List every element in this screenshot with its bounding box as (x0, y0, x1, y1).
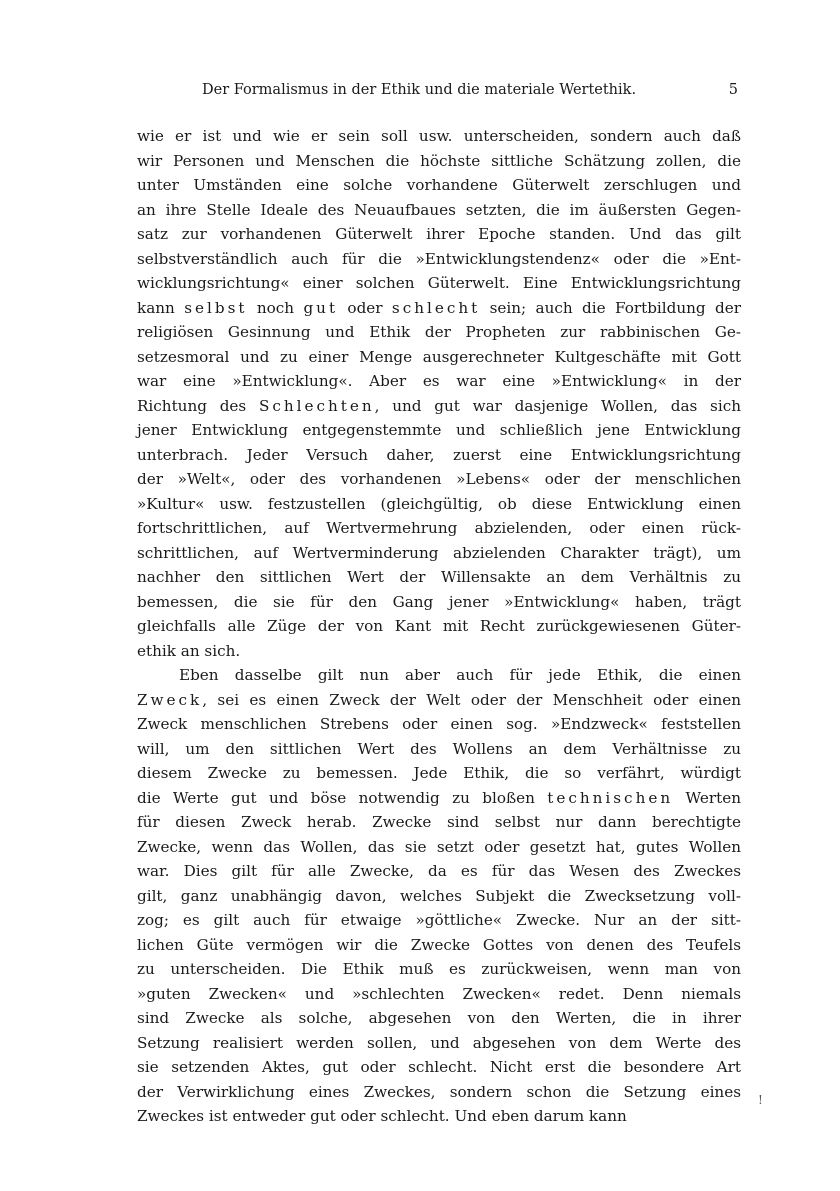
text-line: will, um den sittlichen Wert des Wollens an dem Verhältnisse zu (137, 739, 741, 758)
margin-mark: ! (758, 1093, 763, 1107)
text-line: sie setzenden Aktes, gut oder schlecht. Nicht erst die besondere Art (137, 1058, 741, 1076)
body-text (137, 124, 741, 1129)
emphasis: schlecht (391, 298, 481, 317)
text-line: religiösen Gesinnung und Ethik der Propheten zur rabbinischen Ge- (137, 323, 741, 341)
text-line: wicklungsrichtung« einer solchen Güterwelt. Eine Entwicklungsrichtung (137, 274, 741, 292)
text-line: Richtung des Schlechten, und gut war dasjenige Wollen, das sich (137, 396, 741, 415)
emphasis: selbst (184, 298, 248, 317)
text-line: für diesen Zweck herab. Zwecke sind selbst nur dann berechtigte (137, 813, 741, 831)
text-line: wie er ist und wie er sein soll usw. unterscheiden, sondern auch daß (137, 127, 741, 145)
text-line: wir Personen und Menschen die höchste sittliche Schätzung zollen, die (137, 151, 741, 170)
text-line: ethik an sich. (137, 641, 241, 660)
text-line: selbstverständlich auch für die »Entwicklungstendenz« oder die »Ent- (137, 249, 741, 268)
text-line: unter Umständen eine solche vorhandene Güterwelt zerschlugen und (137, 176, 741, 194)
text-line: jener Entwicklung entgegenstemmte und schließlich jene Entwicklung (137, 421, 741, 439)
text-line: »Kultur« usw. festzustellen (gleichgültig, ob diese Entwicklung einen (137, 494, 741, 513)
text-line: Eben dasselbe gilt nun aber auch für jede Ethik, die einen (179, 666, 741, 684)
text-line: war eine »Entwicklung«. Aber es war eine »Entwicklung« in der (137, 372, 741, 390)
text-line: der Verwirklichung eines Zweckes, sondern schon die Setzung eines (137, 1082, 741, 1101)
text-line: zog; es gilt auch für etwaige »göttliche« Zwecke. Nur an der sitt- (137, 911, 741, 929)
emphasis: technischen (547, 788, 674, 807)
text-line: diesem Zwecke zu bemessen. Jede Ethik, die so verfährt, würdigt (137, 764, 741, 782)
emphasis: gut (303, 298, 339, 317)
text-line: unterbrach. Jeder Versuch daher, zuerst eine Entwicklungsrichtung (137, 445, 741, 464)
text-line: Setzung realisiert werden sollen, und abgesehen von dem Werte des (137, 1033, 741, 1052)
text-line: bemessen, die sie für den Gang jener »Entwicklung« haben, trägt (137, 592, 741, 611)
text-line: der »Welt«, oder des vorhandenen »Lebens« oder der menschlichen (137, 470, 741, 488)
text-line: fortschrittlichen, auf Wertvermehrung abzielenden, oder einen rück- (137, 519, 741, 537)
text-line: satz zur vorhandenen Güterwelt ihrer Epoche standen. Und das gilt (137, 225, 741, 243)
paragraph (137, 663, 741, 1129)
text-line: setzesmoral und zu einer Menge ausgerechneter Kultgeschäfte mit Gott (137, 347, 741, 366)
running-head (140, 78, 742, 102)
running-title: Der Formalismus in der Ethik und die materiale Wertethik. (202, 82, 637, 98)
text-line: die Werte gut und böse notwendig zu bloßen technischen Werten (137, 788, 741, 807)
text-line: gilt, ganz unabhängig davon, welches Subjekt die Zwecksetzung voll- (137, 886, 741, 905)
text-line: an ihre Stelle Ideale des Neuaufbaues setzten, die im äußersten Gegen- (137, 200, 741, 219)
text-line: zu unterscheiden. Die Ethik muß es zurückweisen, wenn man von (137, 960, 741, 978)
text-line: kann selbst noch gut oder schlecht sein; auch die Fortbildung der (137, 298, 741, 317)
text-line: »guten Zwecken« und »schlechten Zwecken« redet. Denn niemals (137, 984, 741, 1003)
page-number: 5 (728, 82, 738, 98)
emphasis: Schlechten (258, 396, 375, 415)
text-line: Zweck menschlichen Strebens oder einen sog. »Endzweck« feststellen (137, 715, 741, 733)
text-line: lichen Güte vermögen wir die Zwecke Gottes von denen des Teufels (137, 935, 741, 954)
text-line: Zwecke, wenn das Wollen, das sie setzt oder gesetzt hat, gutes Wollen (137, 837, 741, 856)
text-line: nachher den sittlichen Wert der Willensakte an dem Verhältnis zu (137, 568, 741, 586)
text-line: Zweckes ist entweder gut oder schlecht. Und eben darum kann (137, 1107, 627, 1125)
text-line: gleichfalls alle Züge der von Kant mit Recht zurückgewiesenen Güter- (137, 617, 741, 635)
text-line: sind Zwecke als solche, abgesehen von den Werten, die in ihrer (137, 1009, 741, 1027)
paragraph (137, 124, 741, 663)
text-line: war. Dies gilt für alle Zwecke, da es für das Wesen des Zweckes (137, 862, 741, 880)
text-line: Zweck, sei es einen Zweck der Welt oder der Menschheit oder einen (137, 690, 741, 709)
emphasis: Zweck (137, 690, 203, 709)
text-line: schrittlichen, auf Wertverminderung abzielenden Charakter trägt), um (137, 543, 741, 562)
